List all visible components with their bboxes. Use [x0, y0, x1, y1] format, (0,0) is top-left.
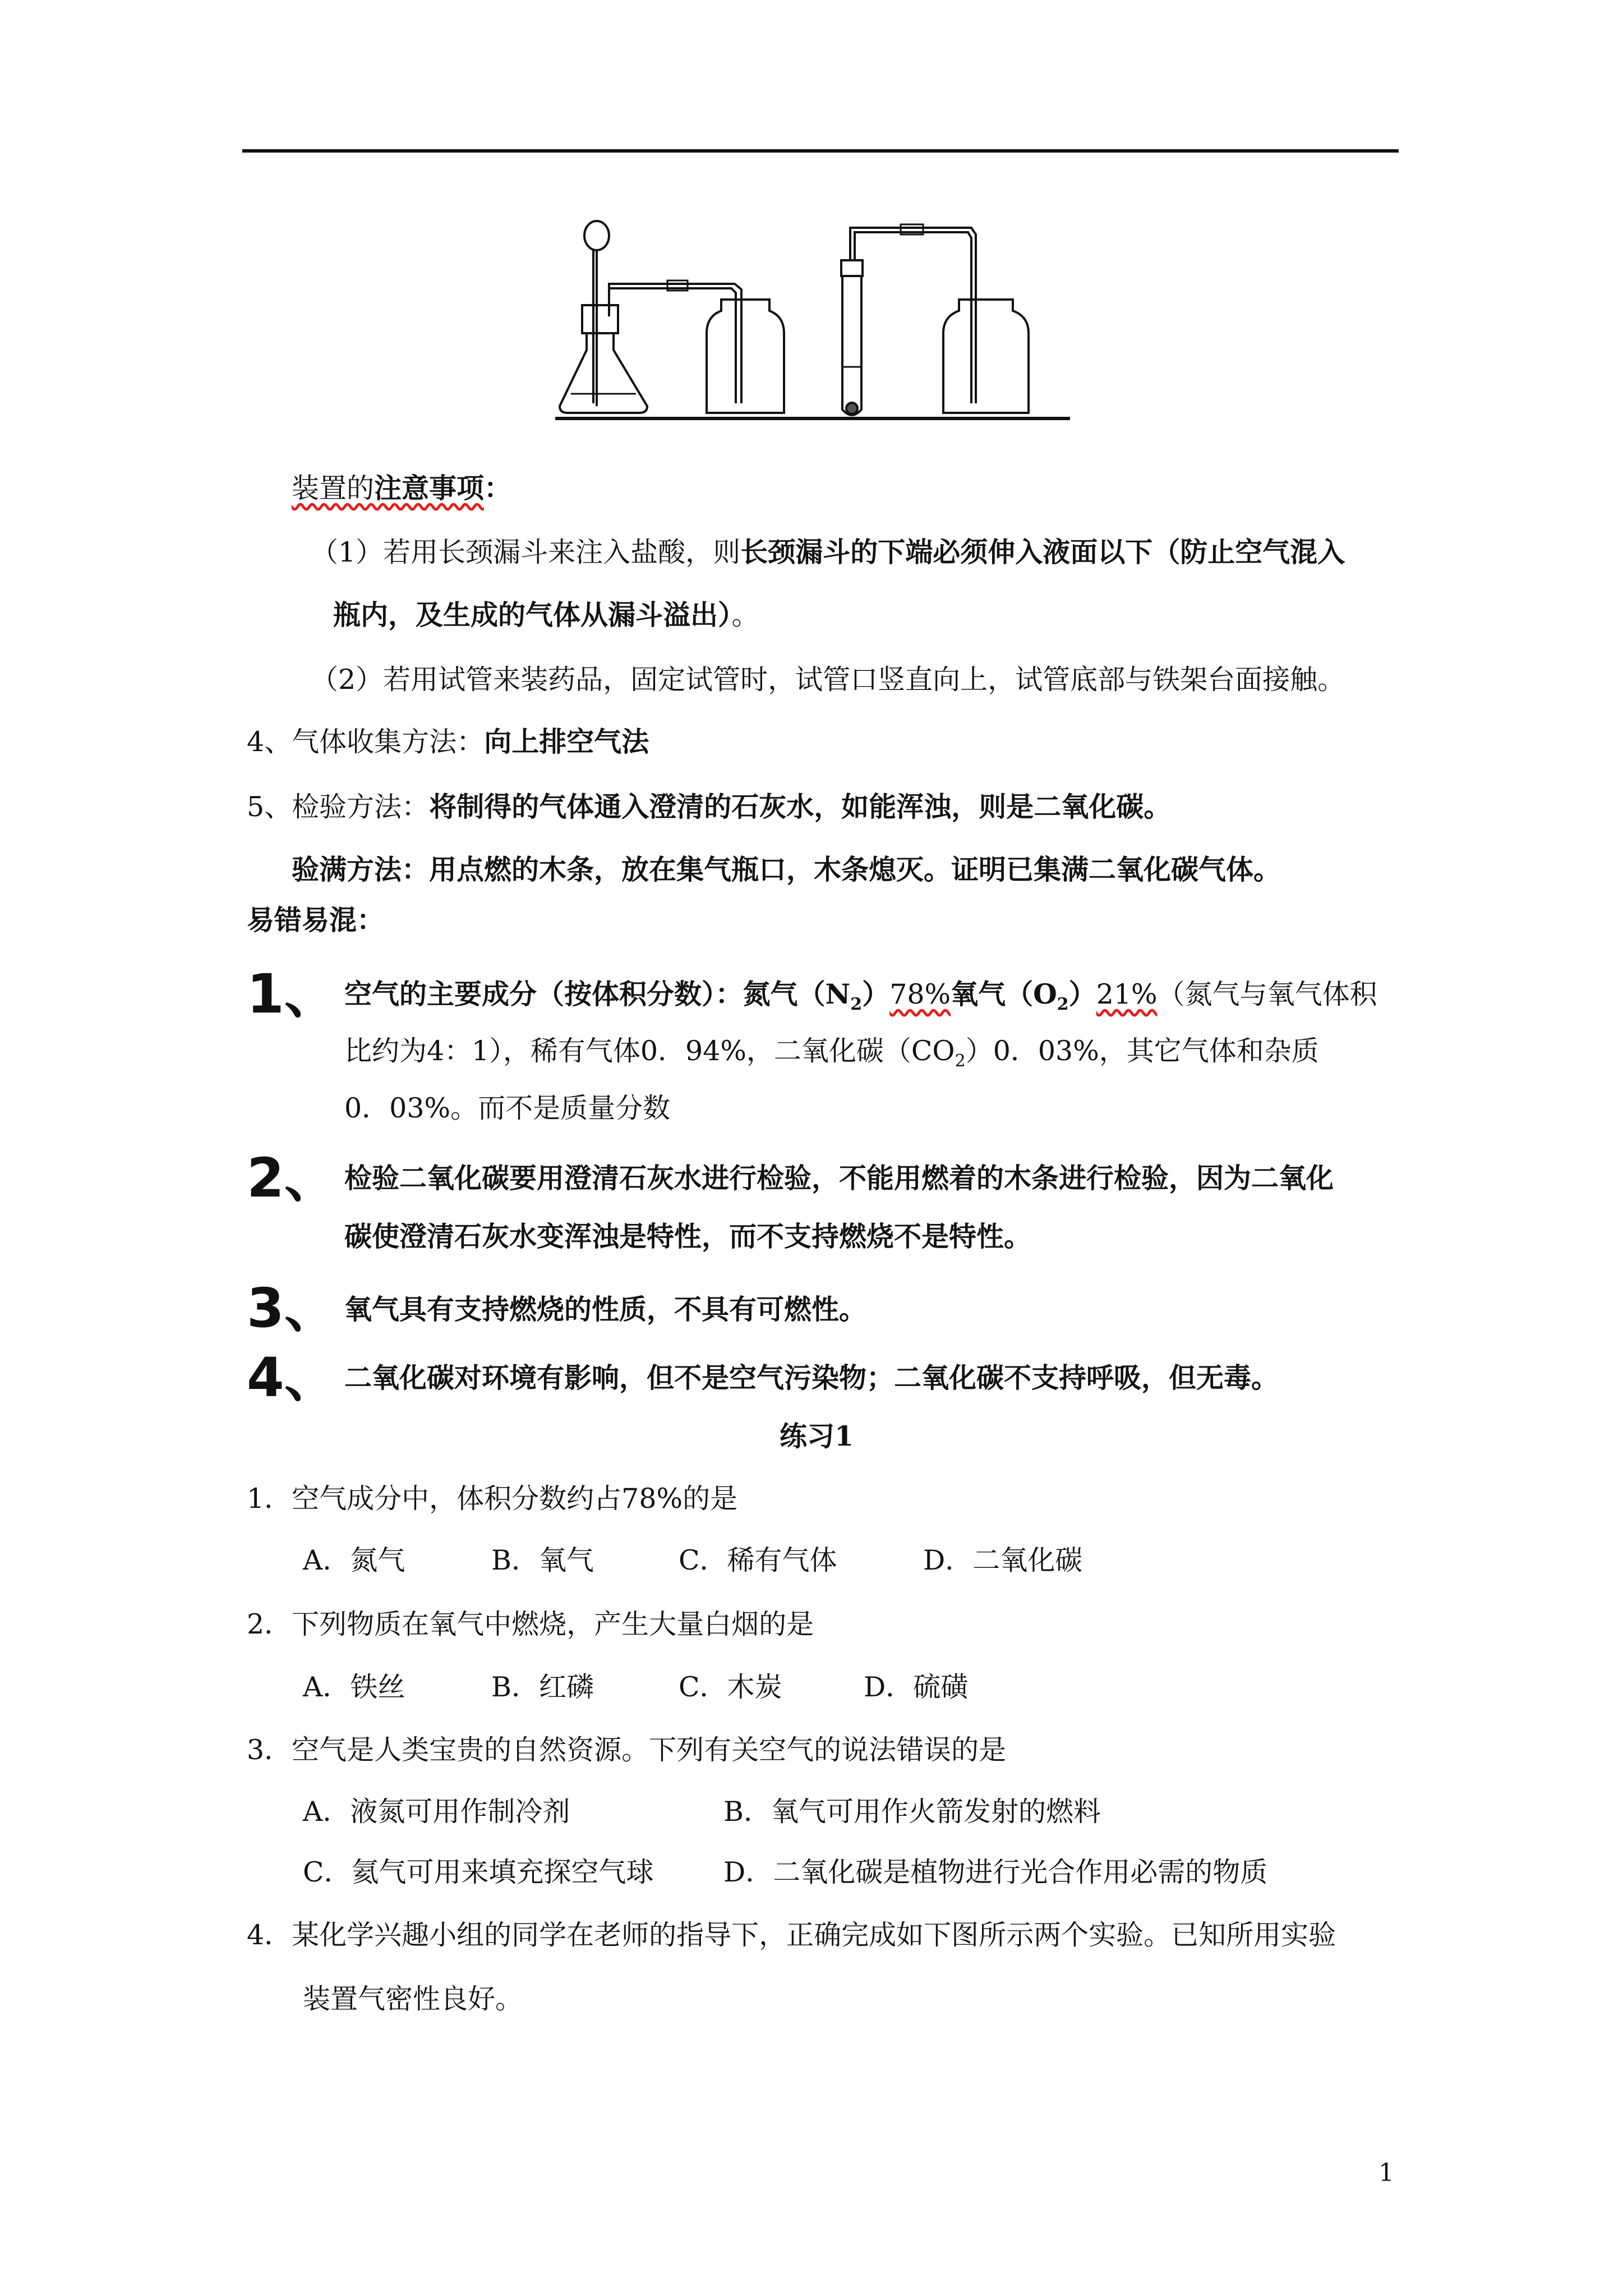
q3-option-b: B．氧气可用作火箭发射的燃料	[723, 1796, 1101, 1828]
mistake-1-number: 1、	[247, 963, 338, 1025]
q2-option-c: C．木炭	[679, 1671, 782, 1703]
notes-heading: 装置的注意事项：	[292, 472, 512, 504]
mistake-4-number: 4、	[247, 1346, 338, 1409]
q1-option-b: B．氧气	[491, 1544, 594, 1576]
q3-option-c: C．氦气可用来填充探空气球	[303, 1856, 654, 1888]
page-number: 1	[1378, 2159, 1394, 2187]
q1-option-a: A．氮气	[303, 1544, 405, 1576]
question-2: 2．下列物质在氧气中燃烧，产生大量白烟的是	[247, 1608, 814, 1640]
q2-option-b: B．红磷	[491, 1671, 594, 1703]
question-4-line-2: 装置气密性良好。	[303, 1983, 523, 2015]
mistake-2-number: 2、	[247, 1147, 338, 1209]
mistake-1-line-3: 0．03%。而不是质量分数	[344, 1092, 671, 1124]
mistake-1-line-2: 比约为4：1），稀有气体0．94%，二氧化碳$(CO_2)0$．03%，其它气体和杂质	[344, 1035, 1319, 1071]
question-4-line-1: 4．某化学兴趣小组的同学在老师的指导下，正确完成如下图所示两个实验。已知所用实验	[247, 1919, 1336, 1951]
practice-title: 练习1	[780, 1420, 854, 1452]
q3-option-a: A．液氮可用作制冷剂	[303, 1796, 570, 1828]
apparatus-diagram	[555, 215, 1070, 423]
test-method: 5、检验方法：将制得的气体通入澄清的石灰水，如能浑浊，则是二氧化碳。	[247, 790, 1172, 823]
q1-option-c: C．稀有气体	[679, 1544, 837, 1576]
full-check-method: 验满方法：用点燃的木条，放在集气瓶口，木条熄灭。证明已集满二氧化碳气体。	[292, 853, 1281, 886]
mistake-2-line-1: 检验二氧化碳要用澄清石灰水进行检验，不能用燃着的木条进行检验，因为二氧化	[344, 1162, 1334, 1194]
mistake-2-line-2: 碳使澄清石灰水变浑浊是特性，而不支持燃烧不是特性。	[344, 1220, 1032, 1253]
q1-option-d: D．二氧化碳	[923, 1544, 1083, 1576]
q2-option-a: A．铁丝	[303, 1671, 405, 1703]
mistake-4-line: 二氧化碳对环境有影响，但不是空气污染物；二氧化碳不支持呼吸，但无毒。	[344, 1361, 1279, 1394]
question-3: 3．空气是人类宝贵的自然资源。下列有关空气的说法错误的是	[247, 1734, 1007, 1766]
mistake-1-line-1: 空气的主要成分（按体积分数）：氮气$(N_2)78\%$氧气$(O_2)21\%$（氮气与氧气体积	[344, 978, 1377, 1014]
note-1-line-1: （1）若用长颈漏斗来注入盐酸，则长颈漏斗的下端必须伸入液面以下（防止空气混入	[311, 536, 1345, 568]
mistake-3-line: 氧气具有支持燃烧的性质，不具有可燃性。	[344, 1293, 867, 1326]
note-1-line-2: 瓶内，及生成的气体从漏斗溢出）。	[333, 599, 759, 631]
mistake-3-number: 3、	[247, 1277, 338, 1340]
q2-option-d: D．硫磺	[864, 1671, 969, 1703]
note-2: （2）若用试管来装药品，固定试管时，试管口竖直向上，试管底部与铁架台面接触。	[311, 664, 1345, 696]
mistakes-title: 易错易混：	[247, 904, 385, 936]
q3-option-d: D．二氧化碳是植物进行光合作用必需的物质	[723, 1856, 1268, 1888]
collection-method: 4、气体收集方法：向上排空气法	[247, 725, 649, 758]
question-1: 1．空气成分中，体积分数约占78%的是	[247, 1483, 738, 1515]
header-rule	[242, 149, 1399, 153]
